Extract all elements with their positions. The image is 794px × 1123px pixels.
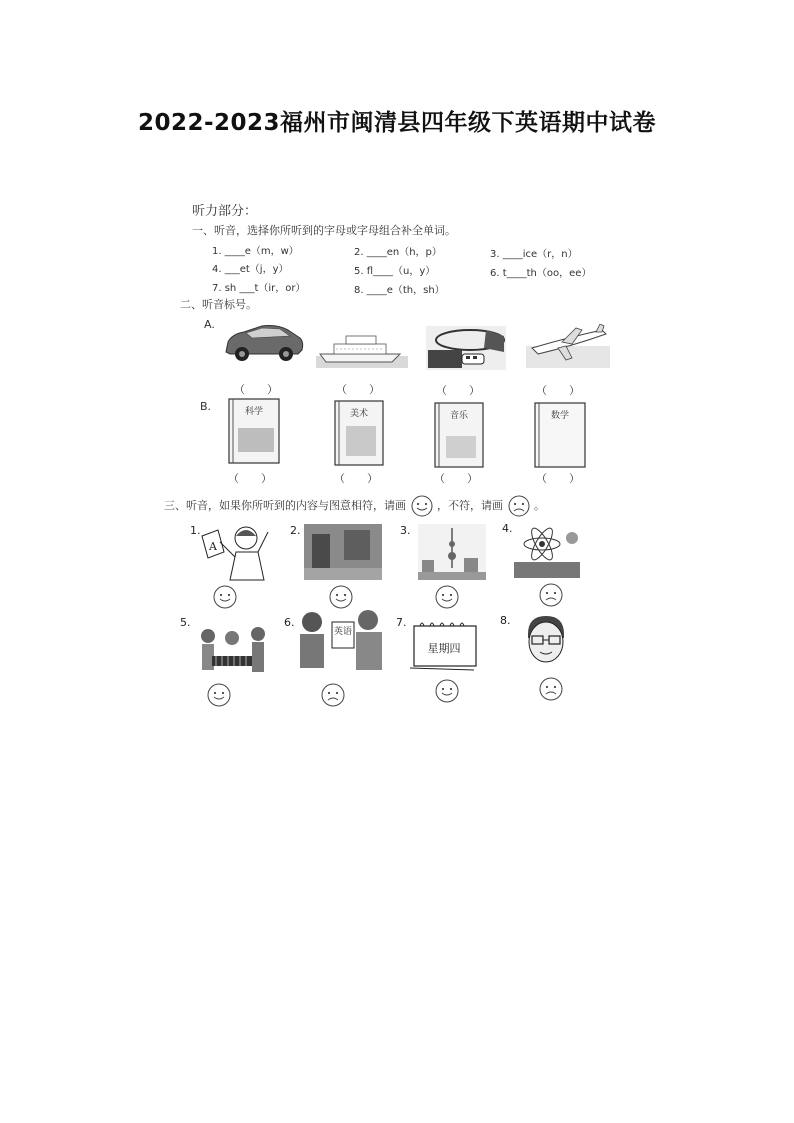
- smile-face-icon[interactable]: [434, 678, 460, 704]
- part1-item-1: 1. ____e（m，w）: [212, 246, 299, 257]
- book-title-math: 数学: [550, 411, 570, 421]
- card-text: 英语: [333, 627, 353, 637]
- svg-text:A: A: [209, 540, 217, 553]
- scanned-exam: [164, 188, 612, 748]
- answer-paren[interactable]: （ ）: [334, 472, 378, 485]
- smile-icon: [410, 494, 434, 518]
- question-number: 1.: [190, 524, 201, 537]
- part3-heading-before: 三、听音，如果你所听到的内容与图意相符，请画: [164, 499, 406, 512]
- row-b-label: B.: [200, 400, 212, 413]
- question-number: 2.: [290, 524, 301, 537]
- plane-icon: [526, 324, 610, 368]
- part2-heading: 二、听音标号。: [180, 298, 257, 311]
- room-photo-picture: [304, 524, 382, 580]
- question-number: 3.: [400, 524, 411, 537]
- book-math: [534, 402, 586, 468]
- book-title-music: 音乐: [449, 411, 469, 421]
- frown-face-icon[interactable]: [538, 676, 564, 702]
- question-number: 8.: [500, 614, 511, 627]
- boy-with-glasses-picture: [522, 614, 570, 666]
- science-class-picture: [512, 522, 584, 580]
- frown-icon: [507, 494, 531, 518]
- smile-face-icon[interactable]: [328, 584, 354, 610]
- train-icon: [426, 326, 506, 370]
- frown-face-icon[interactable]: [538, 582, 564, 608]
- answer-paren[interactable]: （ ）: [434, 472, 478, 485]
- book-music: [434, 402, 484, 468]
- question-number: 6.: [284, 616, 295, 629]
- smile-face-icon[interactable]: [212, 584, 238, 610]
- part1-item-4: 4. ___et（j，y）: [212, 264, 289, 275]
- calendar-text: 星期四: [427, 642, 461, 655]
- book-science: [228, 398, 280, 464]
- book-title-art: 美术: [349, 409, 369, 419]
- car-icon: [222, 320, 306, 364]
- answer-paren[interactable]: （ ）: [228, 472, 272, 485]
- calendar-picture: [408, 620, 480, 672]
- part3-heading-middle: ，不符，请画: [437, 499, 503, 512]
- part1-heading: 一、听音，选择你所听到的字母或字母组合补全单词。: [192, 224, 456, 237]
- part1-item-6: 6. t____th（oo，ee）: [490, 268, 592, 279]
- question-number: 4.: [502, 522, 513, 535]
- answer-paren[interactable]: （ ）: [436, 384, 480, 397]
- frown-face-icon[interactable]: [320, 682, 346, 708]
- part3-heading-end: 。: [534, 499, 545, 512]
- answer-paren[interactable]: （ ）: [536, 472, 580, 485]
- part1-item-3: 3. ____ice（r，n）: [490, 249, 578, 260]
- girl-holding-a-card-picture: [200, 522, 270, 582]
- question-number: 5.: [180, 616, 191, 629]
- section-listening: 听力部分：: [192, 204, 258, 219]
- smile-face-icon[interactable]: [206, 682, 232, 708]
- page-title: 2022-2023福州市闽清县四年级下英语期中试卷: [137, 110, 657, 136]
- part3-heading: [164, 494, 545, 518]
- part1-item-7: 7. sh ___t（ir，or）: [212, 283, 306, 294]
- part1-item-8: 8. ____e（th，sh）: [354, 285, 445, 296]
- smile-face-icon[interactable]: [434, 584, 460, 610]
- kids-playing-piano-picture: [194, 626, 272, 678]
- question-number: 7.: [396, 616, 407, 629]
- part1-item-2: 2. ____en（h，p）: [354, 247, 442, 258]
- answer-paren[interactable]: （ ）: [234, 383, 278, 396]
- answer-paren[interactable]: （ ）: [336, 383, 380, 396]
- book-title-science: 科学: [244, 407, 264, 417]
- city-skyline-picture: [418, 524, 486, 580]
- kids-with-english-card-picture: [294, 608, 386, 674]
- answer-paren[interactable]: （ ）: [536, 384, 580, 397]
- book-art: [334, 400, 384, 466]
- ship-icon: [316, 328, 408, 368]
- row-a-label: A.: [204, 318, 215, 331]
- part1-item-5: 5. fl____（u，y）: [354, 266, 436, 277]
